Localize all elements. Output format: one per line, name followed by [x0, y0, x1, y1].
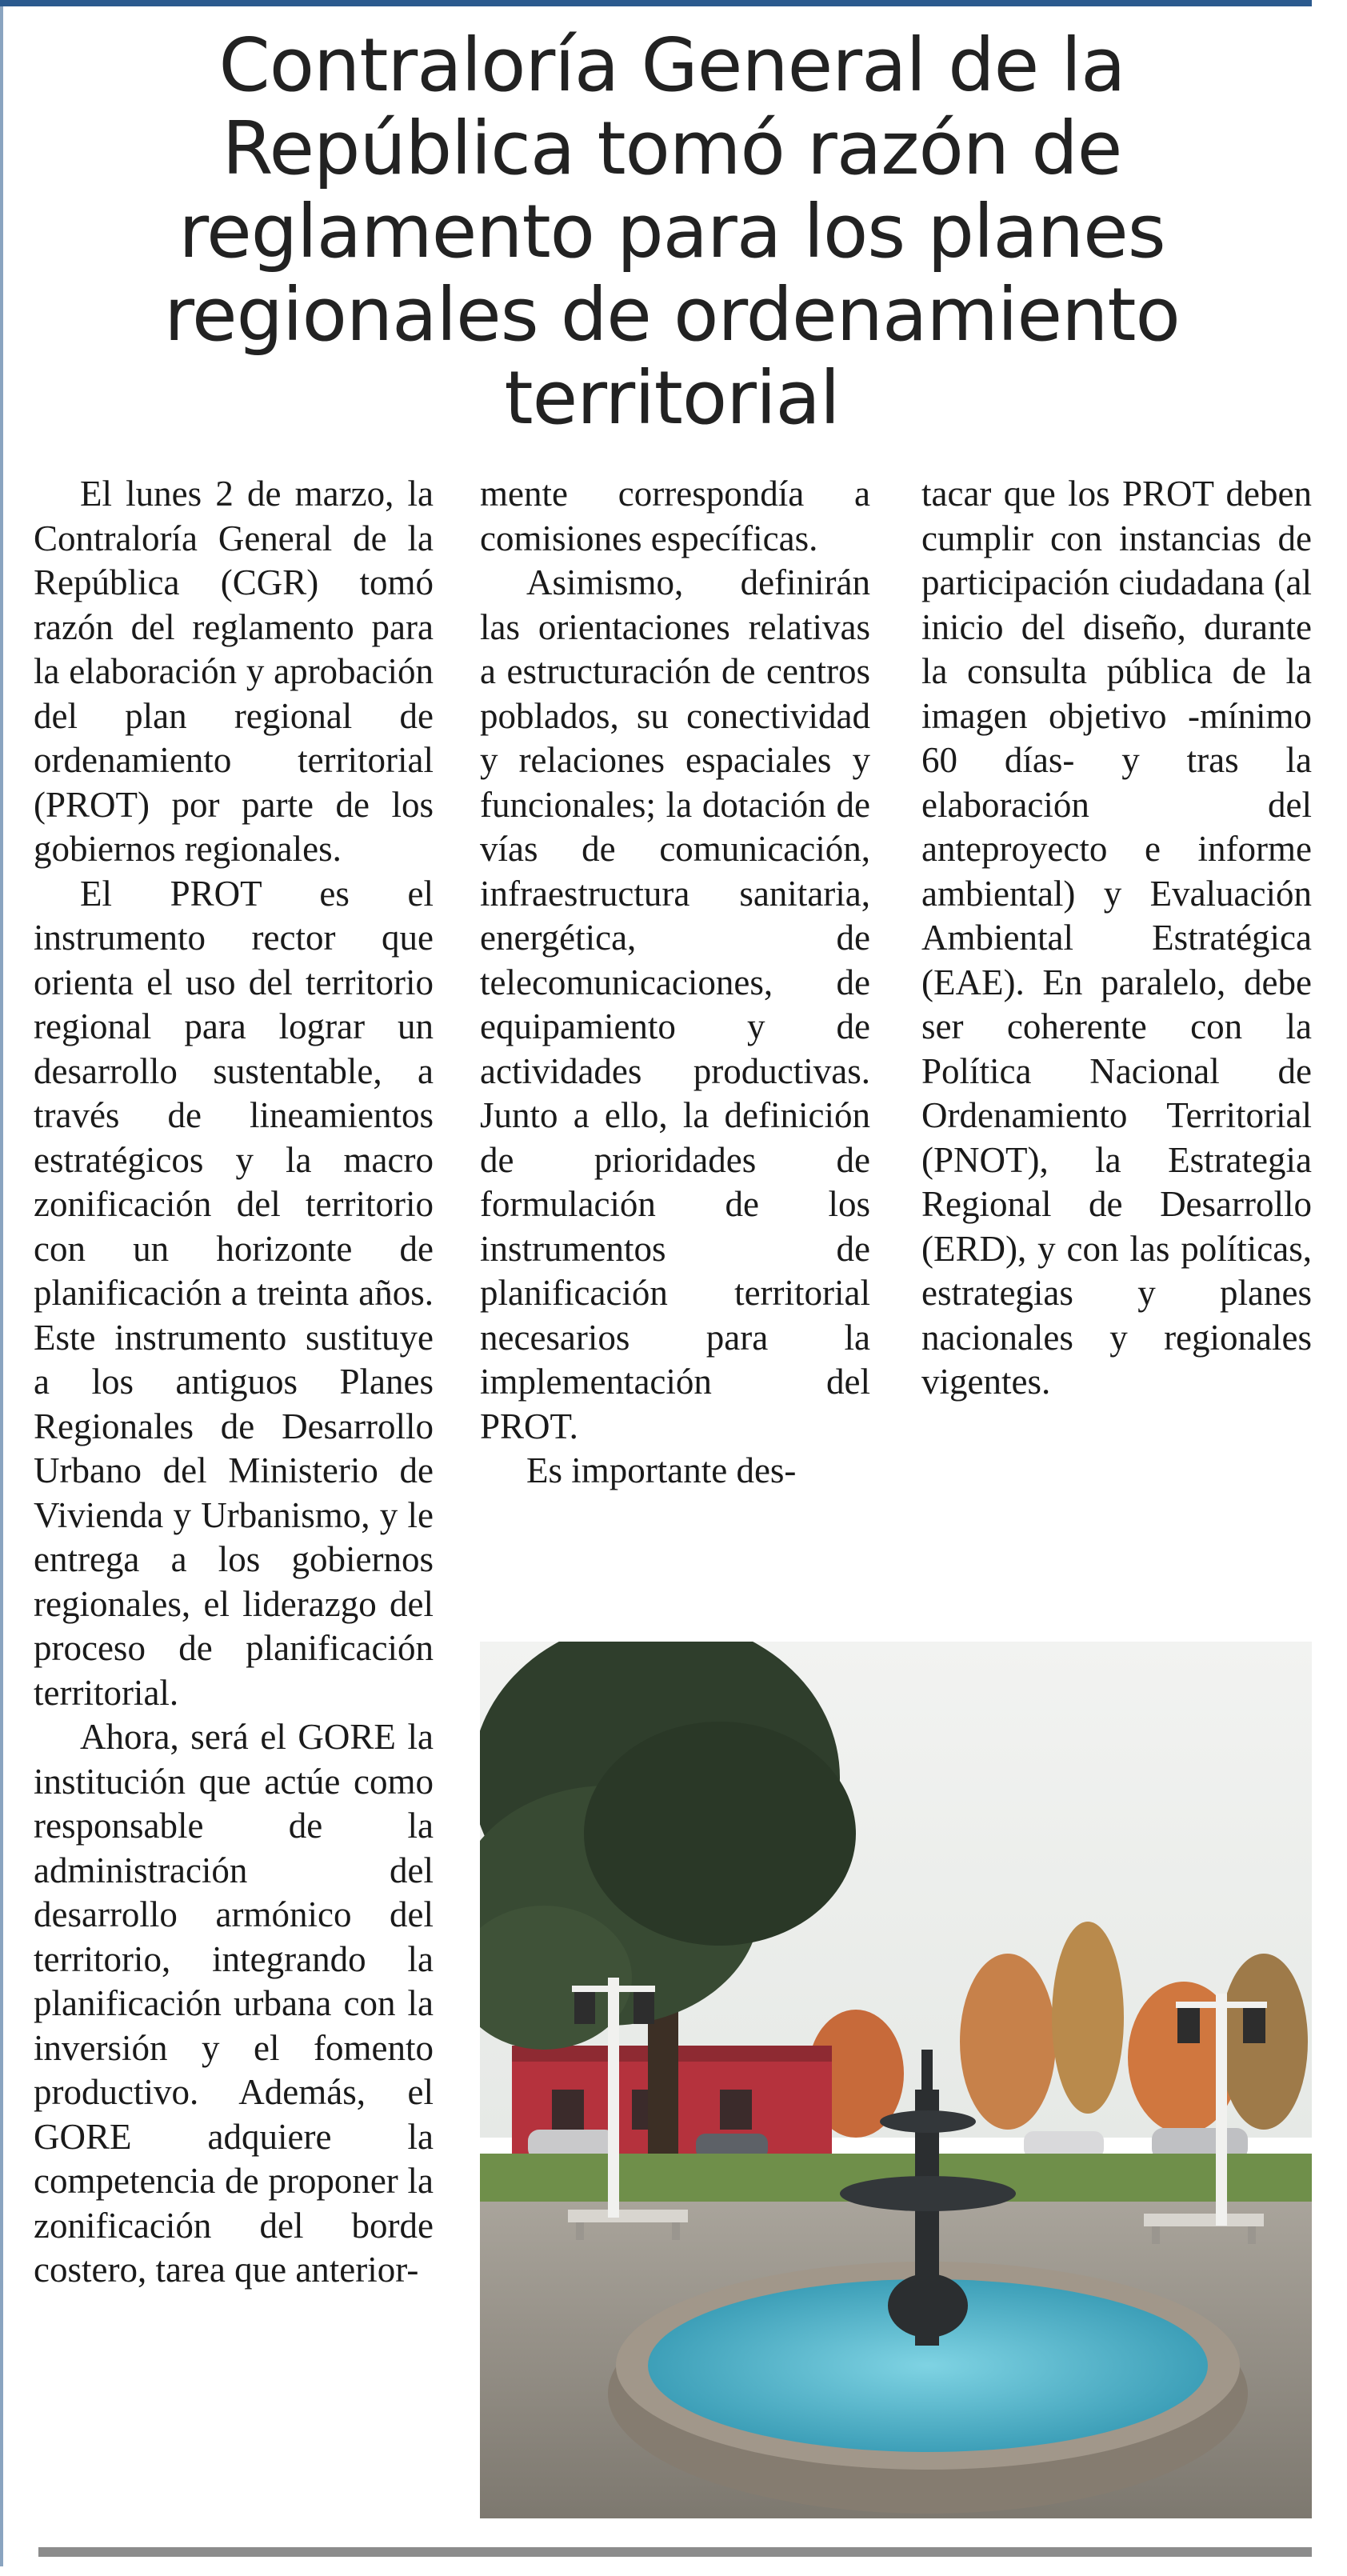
headline: Contraloría General de la República tomó razón de reglamento para los planes regionales de ordenamiento territorial [164, 22, 1180, 441]
column-1-paragraph-3: Ahora, será el GORE la institución que actúe como responsable de la administración del desarrollo armónico del territorio, integrando la planificación urbana con la inversión y el fomento productivo. Además, el GORE adquiere la competencia de proponer la zonificación del borde costero, tarea que anterior- [34, 1717, 434, 2290]
fountain-plaza-photo [480, 1642, 1312, 2518]
column-2-paragraph-3: Es importante des- [526, 1450, 797, 1490]
text-column-1 [34, 472, 434, 2293]
column-2-paragraph-2: Asimismo, definirán las orientaciones relativas a estructuración de centros poblados, su conectividad y relaciones espaciales y funcionales; la dotación de vías de comunicación, infraestructura sanitaria, energética, de telecomunicaciones, de equipamiento y de actividades productivas. Junto a ello, la definición de prioridades de formulación de los instrumentos de planificación territorial necesarios para la implementación del PROT. [480, 562, 870, 1446]
column-3-paragraph-1: tacar que los PROT deben cumplir con instancias de participación ciudadana (al inicio del diseño, durante la consulta pública de la imagen objetivo -mínimo 60 días- y tras la elaboración del anteproyecto e informe ambiental) y Evaluación Ambiental Estratégica (EAE). En paralelo, debe ser coherente con la Política Nacional de Ordenamiento Territorial (PNOT), la Estrategia Regional de Desarrollo (ERD), y con las políticas, estrategias y planes nacionales y regionales vigentes. [921, 474, 1312, 1402]
top-rule [0, 0, 1312, 6]
left-margin-rule [0, 6, 3, 2566]
column-1-paragraph-1: El lunes 2 de marzo, la Contraloría General de la República (CGR) tomó razón del reglamento para la elaboración y aprobación del plan regional de ordenamiento territorial (PROT) por parte de los gobiernos regionales. [34, 474, 434, 869]
bottom-rule [38, 2547, 1312, 2557]
column-1-paragraph-2: El PROT es el instrumento rector que orienta el uso del territorio regional para lograr un desarrollo sustentable, a través de lineamientos estratégicos y la macro zonificación del territorio con un horizonte de planificación a treinta años. Este instrumento sustituye a los antiguos Planes Regionales de Desarrollo Urbano del Ministerio de Vivienda y Urbanismo, y le entrega a los gobiernos regionales, el liderazgo del proceso de planificación territorial. [34, 873, 434, 1713]
text-column-2 [480, 472, 870, 1494]
text-column-3 [921, 472, 1312, 1405]
column-2-paragraph-1: mente correspondía a comisiones específicas. [480, 474, 870, 558]
